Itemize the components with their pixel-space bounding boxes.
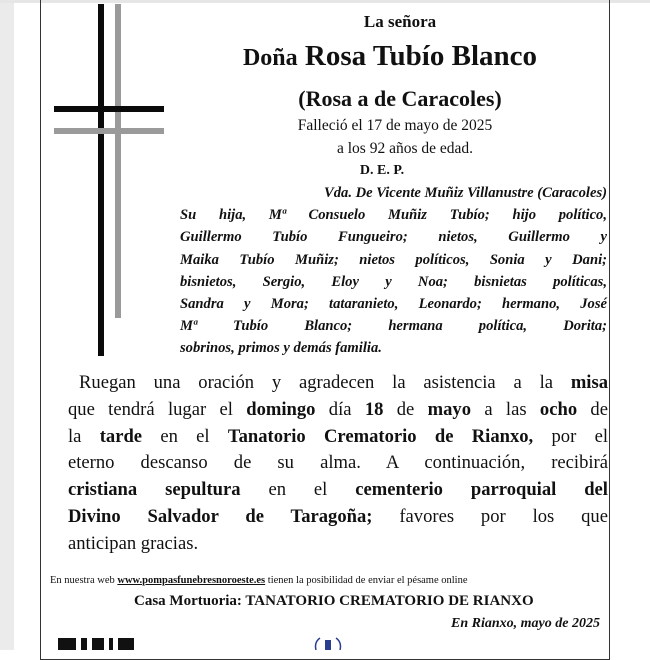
age: a los 92 años de edad. xyxy=(336,140,474,157)
cross-vertical-gray xyxy=(115,4,121,318)
ceremony-segment: la xyxy=(68,425,100,447)
ceremony-line xyxy=(68,450,608,477)
death-date: Falleció el 17 de mayo de 2025 xyxy=(297,117,493,134)
ceremony-segment: a las xyxy=(471,398,540,420)
ceremony-line xyxy=(68,531,608,558)
honorific: Doña xyxy=(242,45,298,71)
family-list xyxy=(180,182,607,360)
ceremony-segment: en el xyxy=(142,425,228,447)
ceremony-line xyxy=(68,397,608,424)
ceremony-segment: que tendrá lugar el xyxy=(68,398,247,420)
nickname: (Rosa a de Caracoles) xyxy=(298,86,502,111)
qr-code-icon xyxy=(58,638,146,650)
family-line: Mª Tubío Blanco; hermana política, Dorita; xyxy=(180,318,607,335)
title: La señora xyxy=(363,12,437,31)
ceremony-segment: de xyxy=(383,398,428,420)
deceased-name xyxy=(160,40,620,73)
ceremony-emphasis: tarde xyxy=(99,425,143,447)
family-line: sobrinos, primos y demás familia. xyxy=(180,340,382,357)
web-prefix: En nuestra web xyxy=(50,575,115,586)
ceremony-segment: de xyxy=(577,398,608,420)
family-line: Vda. De Vicente Muñiz Villanustre (Caracoles) xyxy=(324,185,607,201)
ceremony-emphasis: 18 xyxy=(364,398,384,420)
ceremony-emphasis: misa xyxy=(570,372,608,393)
cross-vertical-black xyxy=(98,4,104,356)
web-link[interactable]: www.pompasfunebresnoroeste.es xyxy=(117,575,266,586)
family-line: bisnietos, Sergio, Eloy y Noa; bisnietas políticas, xyxy=(180,273,607,290)
place-date: En Rianxo, mayo de 2025 xyxy=(451,616,600,631)
ceremony-emphasis: domingo xyxy=(246,398,316,420)
family-line: Su hija, Mª Consuelo Muñiz Tubío; hijo político, xyxy=(180,207,607,224)
family-line: Sandra y Mora; tataranieto, Leonardo; hermano, José xyxy=(180,296,607,313)
web-note xyxy=(50,575,610,586)
rip: D. E. P. xyxy=(359,163,405,178)
ceremony-segment: por el xyxy=(533,425,608,447)
photo-edge xyxy=(0,0,14,650)
ceremony-emphasis: mayo xyxy=(427,398,472,420)
funeral-home xyxy=(134,593,614,610)
web-suffix: tienen la posibilidad de enviar el pésame online xyxy=(267,575,468,586)
ceremony-segment: en el xyxy=(240,479,356,501)
ceremony-text xyxy=(68,370,608,558)
cross-horizontal-black xyxy=(54,106,164,112)
ceremony-emphasis: cementerio parroquial del xyxy=(355,479,608,501)
funeral-home-label: Casa Mortuoria: xyxy=(134,593,242,609)
ceremony-segment: favores por los que xyxy=(372,505,608,527)
family-line: Maika Tubío Muñiz; nietos políticos, Sonia y Dani; xyxy=(180,251,607,268)
ceremony-emphasis: Divino Salvador de Taragoña; xyxy=(68,505,373,527)
ceremony-segment: eterno descanso de su alma. A continuación, recibirá xyxy=(68,452,608,474)
funeral-home-logo xyxy=(310,636,346,650)
ceremony-segment: anticipan gracias. xyxy=(68,532,199,554)
ceremony-segment: Ruegan una oración y agradecen la asistencia a la xyxy=(79,372,571,393)
ceremony-emphasis: Tanatorio Crematorio de Rianxo, xyxy=(227,425,534,447)
ceremony-line xyxy=(68,424,608,451)
ceremony-emphasis: cristiana sepultura xyxy=(68,479,241,501)
ceremony-emphasis: ocho xyxy=(539,398,578,420)
ceremony-segment: día xyxy=(315,398,365,420)
family-line: Guillermo Tubío Fungueiro; nietos, Guillermo y xyxy=(180,229,607,246)
full-name: Rosa Tubío Blanco xyxy=(304,40,538,72)
ceremony-line xyxy=(68,477,608,504)
ceremony-line xyxy=(68,504,608,531)
ceremony-line xyxy=(68,370,608,397)
cross-horizontal-gray xyxy=(54,128,164,134)
funeral-home-value: TANATORIO CREMATORIO DE RIANXO xyxy=(245,593,534,609)
